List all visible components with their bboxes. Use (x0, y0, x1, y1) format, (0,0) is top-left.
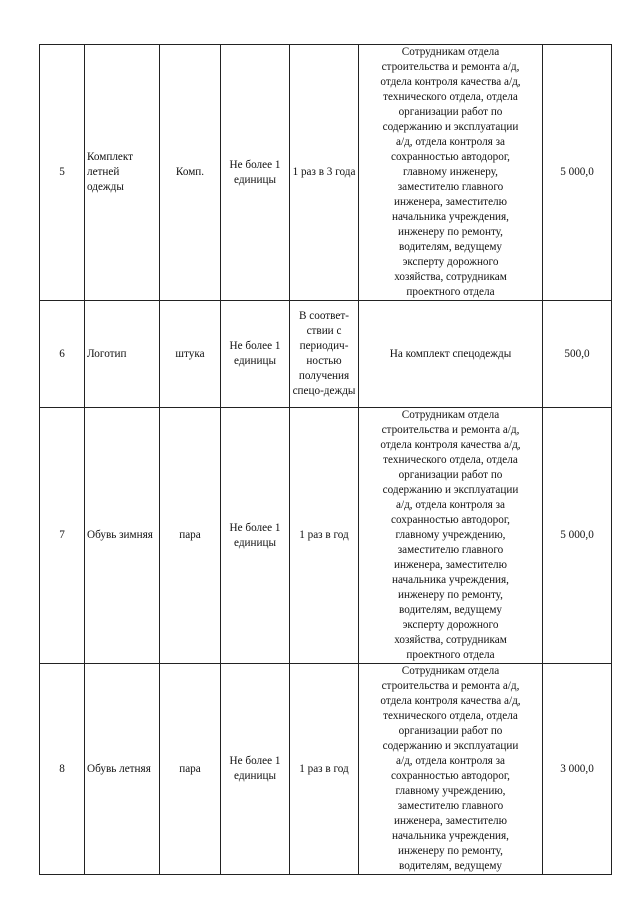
recipients-line: проектного отдела (406, 649, 495, 661)
quantity: Не более 1 единицы (221, 301, 290, 408)
quantity: Не более 1 единицы (221, 45, 290, 301)
usage-term: 1 раз в год (290, 664, 359, 875)
table-row (40, 408, 612, 664)
recipients (359, 301, 543, 408)
recipients-line: инженеру по ремонту, (398, 226, 503, 238)
recipients-line: организации работ по (398, 469, 503, 481)
item-name: Обувь зимняя (85, 408, 160, 664)
recipients-line: строительства и ремонта а/д, (381, 424, 520, 436)
recipients-line: начальника учреждения, (392, 574, 509, 586)
table-row (40, 301, 612, 408)
recipients-line: содержанию и эксплуатации (382, 484, 519, 496)
recipients-line: сохранностью автодорог, (391, 151, 510, 163)
recipients-line: Сотрудникам отдела (401, 409, 500, 421)
recipients-line: На комплект спецодежды (389, 347, 512, 360)
recipients-line: главному инженеру, (403, 166, 498, 178)
price: 500,0 (543, 301, 612, 408)
recipients (359, 45, 543, 301)
usage-term: В соответ-ствии с периодич-ностью получения спецо-дежды (290, 301, 359, 408)
recipients-line: а/д, отдела контроля за (396, 499, 505, 511)
usage-term: 1 раз в год (290, 408, 359, 664)
recipients-line: отдела контроля качества а/д, (380, 439, 521, 451)
recipients-line: заместителю главного (397, 181, 504, 193)
specification-table (39, 44, 612, 875)
recipients-line: сохранностью автодорог, (391, 770, 510, 782)
recipients-line: технического отдела, отдела (383, 454, 518, 466)
item-name: Логотип (85, 301, 160, 408)
recipients-line: Сотрудникам отдела (401, 665, 500, 677)
recipients-line: сохранностью автодорог, (391, 514, 510, 526)
recipients-line: инженеру по ремонту, (398, 845, 503, 857)
recipients-line: а/д, отдела контроля за (396, 755, 505, 767)
unit-of-measure: штука (160, 301, 221, 408)
recipients-line: проектного отдела (406, 286, 495, 298)
recipients-line: а/д, отдела контроля за (396, 136, 505, 148)
recipients-line: водителям, ведущему (399, 860, 502, 872)
recipients-line: заместителю главного (397, 800, 504, 812)
recipients-line: отдела контроля качества а/д, (380, 76, 521, 88)
recipients (359, 408, 543, 664)
recipients-line: эксперту дорожного (402, 256, 499, 268)
recipients-line: содержанию и эксплуатации (382, 121, 519, 133)
unit-of-measure: пара (160, 408, 221, 664)
usage-term: 1 раз в 3 года (290, 45, 359, 301)
quantity: Не более 1 единицы (221, 664, 290, 875)
recipients-line: организации работ по (398, 106, 503, 118)
recipients-line: водителям, ведущему (399, 241, 502, 253)
price: 3 000,0 (543, 664, 612, 875)
recipients-line: технического отдела, отдела (383, 91, 518, 103)
recipients-line: главному учреждению, (395, 529, 506, 541)
recipients-line: содержанию и эксплуатации (382, 740, 519, 752)
price: 5 000,0 (543, 408, 612, 664)
quantity: Не более 1 единицы (221, 408, 290, 664)
recipients-line: организации работ по (398, 725, 503, 737)
row-number: 7 (40, 408, 85, 664)
unit-of-measure: Комп. (160, 45, 221, 301)
recipients-line: начальника учреждения, (392, 830, 509, 842)
recipients-line: строительства и ремонта а/д, (381, 61, 520, 73)
recipients-line: хозяйства, сотрудникам (394, 634, 507, 646)
row-number: 8 (40, 664, 85, 875)
recipients-line: инженера, заместителю (394, 196, 507, 208)
item-name: Обувь летняя (85, 664, 160, 875)
recipients-line: инженера, заместителю (394, 815, 507, 827)
recipients-line: строительства и ремонта а/д, (381, 680, 520, 692)
recipients-line: начальника учреждения, (392, 211, 509, 223)
recipients-line: эксперту дорожного (402, 619, 499, 631)
price: 5 000,0 (543, 45, 612, 301)
table-row (40, 664, 612, 875)
recipients-line: инженера, заместителю (394, 559, 507, 571)
recipients-line: технического отдела, отдела (383, 710, 518, 722)
row-number: 6 (40, 301, 85, 408)
table-row (40, 45, 612, 301)
recipients-line: водителям, ведущему (399, 604, 502, 616)
recipients-line: отдела контроля качества а/д, (380, 695, 521, 707)
row-number: 5 (40, 45, 85, 301)
recipients-line: заместителю главного (397, 544, 504, 556)
recipients (359, 664, 543, 875)
recipients-line: инженеру по ремонту, (398, 589, 503, 601)
unit-of-measure: пара (160, 664, 221, 875)
recipients-line: хозяйства, сотрудникам (394, 271, 507, 283)
item-name: Комплект летней одежды (85, 45, 160, 301)
recipients-line: Сотрудникам отдела (401, 46, 500, 58)
recipients-line: главному учреждению, (395, 785, 506, 797)
